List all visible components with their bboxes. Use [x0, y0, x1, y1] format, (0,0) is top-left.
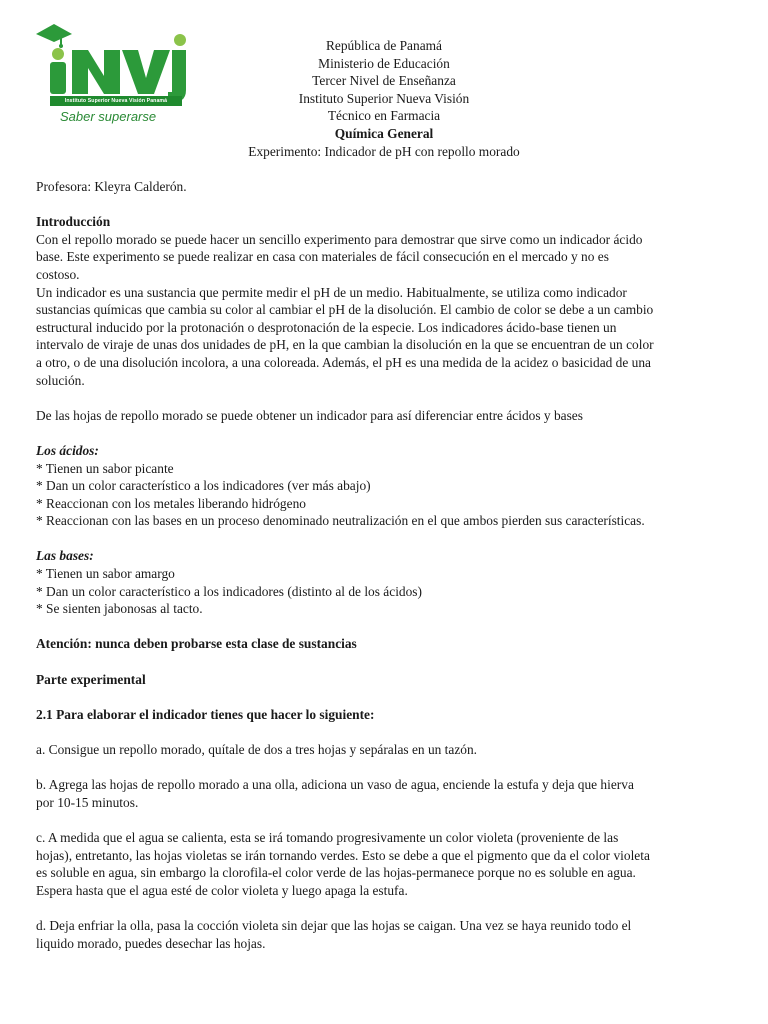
intro-heading: Introducción [36, 214, 111, 230]
logo-banner: Instituto Superior Nueva Visión Panamá [50, 96, 182, 106]
step-c-line: Espera hasta que el agua esté de color violeta y luego apaga la estufa. [36, 882, 408, 898]
intro-line: a otro, o de una disolución incolora, a una coloreada. Además, el pH es una medida de la acidez o basicidad de una [36, 354, 652, 370]
document-header [200, 37, 568, 160]
header-subject: Química General [334, 125, 434, 141]
step-b-line: por 10-15 minutos. [36, 794, 139, 810]
intro-line: base. Este experimento se puede realizar en casa con materiales de fácil consecución en el mercado y no es [36, 249, 609, 265]
document-body [36, 178, 734, 952]
header-experiment: Experimento: Indicador de pH con repollo morado [248, 143, 520, 159]
header-country: República de Panamá [325, 38, 442, 53]
logo-graphic [34, 20, 186, 100]
step-d-line: d. Deja enfriar la olla, pasa la cocción violeta sin dejar que las hojas se caigan. Una vez se haya reunido todo el [36, 917, 632, 933]
intro-line: De las hojas de repollo morado se puede obtener un indicador para así diferenciar entre ácidos y bases [36, 407, 583, 423]
bases-item: * Se sienten jabonosas al tacto. [36, 601, 203, 617]
acids-item: * Tienen un sabor picante [36, 460, 174, 476]
leaf-dot-icon [52, 48, 64, 60]
header-program: Técnico en Farmacia [327, 108, 441, 124]
step-a: a. Consigue un repollo morado, quítale de dos a tres hojas y sepáralas en un tazón. [36, 742, 478, 757]
step-c-line: hojas), entretanto, las hojas violetas se irán tornando verdes. Esto se debe a que el pigmento que da el color violeta [36, 847, 650, 863]
acids-item: * Dan un color característico a los indicadores (ver más abajo) [36, 478, 371, 494]
intro-line: Un indicador es una sustancia que permite medir el pH de un medio. Habitualmente, se utiliza como indicador [36, 284, 627, 300]
header-ministry: Ministerio de Educación [318, 55, 450, 71]
institute-logo [34, 20, 186, 128]
teacher-line: Profesora: Kleyra Calderón. [36, 179, 187, 194]
acids-heading: Los ácidos: [36, 442, 99, 458]
header-level: Tercer Nivel de Enseñanza [312, 73, 456, 89]
acids-item: * Reaccionan con las bases en un proceso denominado neutralización en el que ambos pierden sus características. [36, 513, 645, 529]
step-b-line: b. Agrega las hojas de repollo morado a una olla, adiciona un vaso de agua, enciende la estufa y deja que hierva [36, 777, 634, 793]
logo-tagline: Saber superarse [60, 109, 157, 124]
intro-line: Con el repollo morado se puede hacer un sencillo experimento para demostrar que sirve como un indicador ácido [36, 231, 643, 247]
intro-line: costoso. [36, 266, 80, 282]
step-d-line: liquido morado, puedes desechar las hojas. [36, 935, 266, 951]
step-c-line: es soluble en agua, sin embargo la clorofila-el color verde de las hojas-permanece porque no es soluble en agua. [36, 865, 636, 881]
section-2-1-heading: 2.1 Para elaborar el indicador tienes que hacer lo siguiente: [36, 706, 375, 722]
step-c-line: c. A medida que el agua se calienta, esta se irá tomando progresivamente un color violeta (proveniente de las [36, 829, 619, 845]
experimental-heading: Parte experimental [36, 671, 146, 687]
bases-item: * Dan un color característico a los indicadores (distinto al de los ácidos) [36, 583, 422, 599]
intro-line: intervalo de viraje de unas dos unidades de pH, en la que cambian la disolución en la que se encuentran de un color [36, 337, 654, 353]
acids-item: * Reaccionan con los metales liberando hidrógeno [36, 495, 306, 511]
header-institute: Instituto Superior Nueva Visión [298, 90, 470, 106]
intro-line: solución. [36, 372, 85, 388]
bases-item: * Tienen un sabor amargo [36, 566, 175, 582]
intro-line: sustancias químicas que cambia su color al cambiar el pH de la disolución. El cambio de color se debe a un cambio [36, 302, 654, 318]
warning-line: Atención: nunca deben probarse esta clase de sustancias [36, 636, 357, 652]
intro-line: estructural inducido por la protonación o desprotonación de la especie. Los indicadores ácido-base tienen un [36, 319, 617, 335]
graduation-cap-icon [36, 24, 72, 42]
bases-heading: Las bases: [36, 548, 94, 564]
